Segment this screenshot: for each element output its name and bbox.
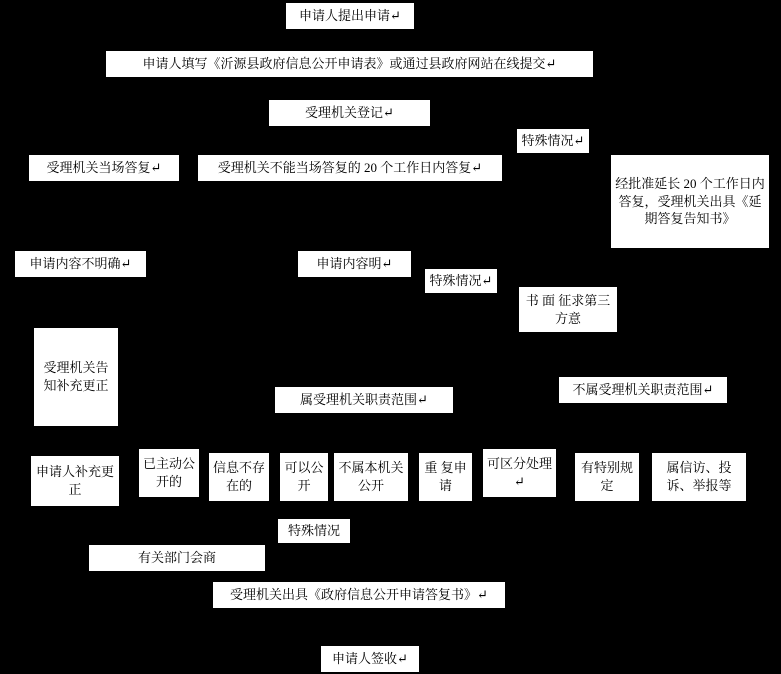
- flow-node-n12: 受理机关告知补充更正: [33, 327, 119, 427]
- flow-node-n25: 有关部门会商: [88, 544, 266, 572]
- flow-node-n4: 特殊情况↵: [516, 128, 590, 154]
- flow-node-n20: 重 复申请: [418, 452, 473, 502]
- flow-node-n7: 经批准延长 20 个工作日内答复，受理机关出具《延期答复告知书》: [610, 154, 770, 249]
- flow-node-n16: 已主动公开的: [138, 448, 200, 498]
- flow-node-n18: 可以公开: [279, 452, 329, 502]
- flow-node-n23: 属信访、投诉、举报等: [651, 452, 747, 502]
- flow-node-n15: 申请人补充更正: [30, 455, 120, 507]
- flow-node-n2: 申请人填写《沂源县政府信息公开申请表》或通过县政府网站在线提交↵: [105, 50, 594, 78]
- flow-node-n8: 申请内容不明确↵: [14, 250, 147, 278]
- flow-node-n9: 申请内容明↵: [297, 250, 412, 278]
- flow-node-n5: 受理机关当场答复↵: [28, 154, 180, 182]
- flow-node-n10: 特殊情况↵: [424, 268, 498, 294]
- flow-node-n6: 受理机关不能当场答复的 20 个工作日内答复↵: [197, 154, 503, 182]
- flow-node-n27: 申请人签收↵: [320, 645, 420, 673]
- flow-node-n21: 可区分处理↵: [482, 448, 557, 498]
- flow-node-n1: 申请人提出申请↵: [285, 2, 415, 30]
- flow-node-n22: 有特别规定: [574, 452, 640, 502]
- flow-node-n17: 信息不存在的: [208, 452, 270, 502]
- flow-node-n11: 书 面 征求第三方意: [518, 286, 618, 333]
- flow-node-n19: 不属本机关公开: [333, 452, 409, 502]
- flow-node-n24: 特殊情况: [277, 518, 351, 544]
- flow-node-n13: 属受理机关职责范围↵: [274, 386, 454, 414]
- flow-node-n14: 不属受理机关职责范围↵: [558, 376, 728, 404]
- flow-node-n3: 受理机关登记↵: [268, 99, 431, 127]
- flow-node-n26: 受理机关出具《政府信息公开申请答复书》↵: [212, 581, 506, 609]
